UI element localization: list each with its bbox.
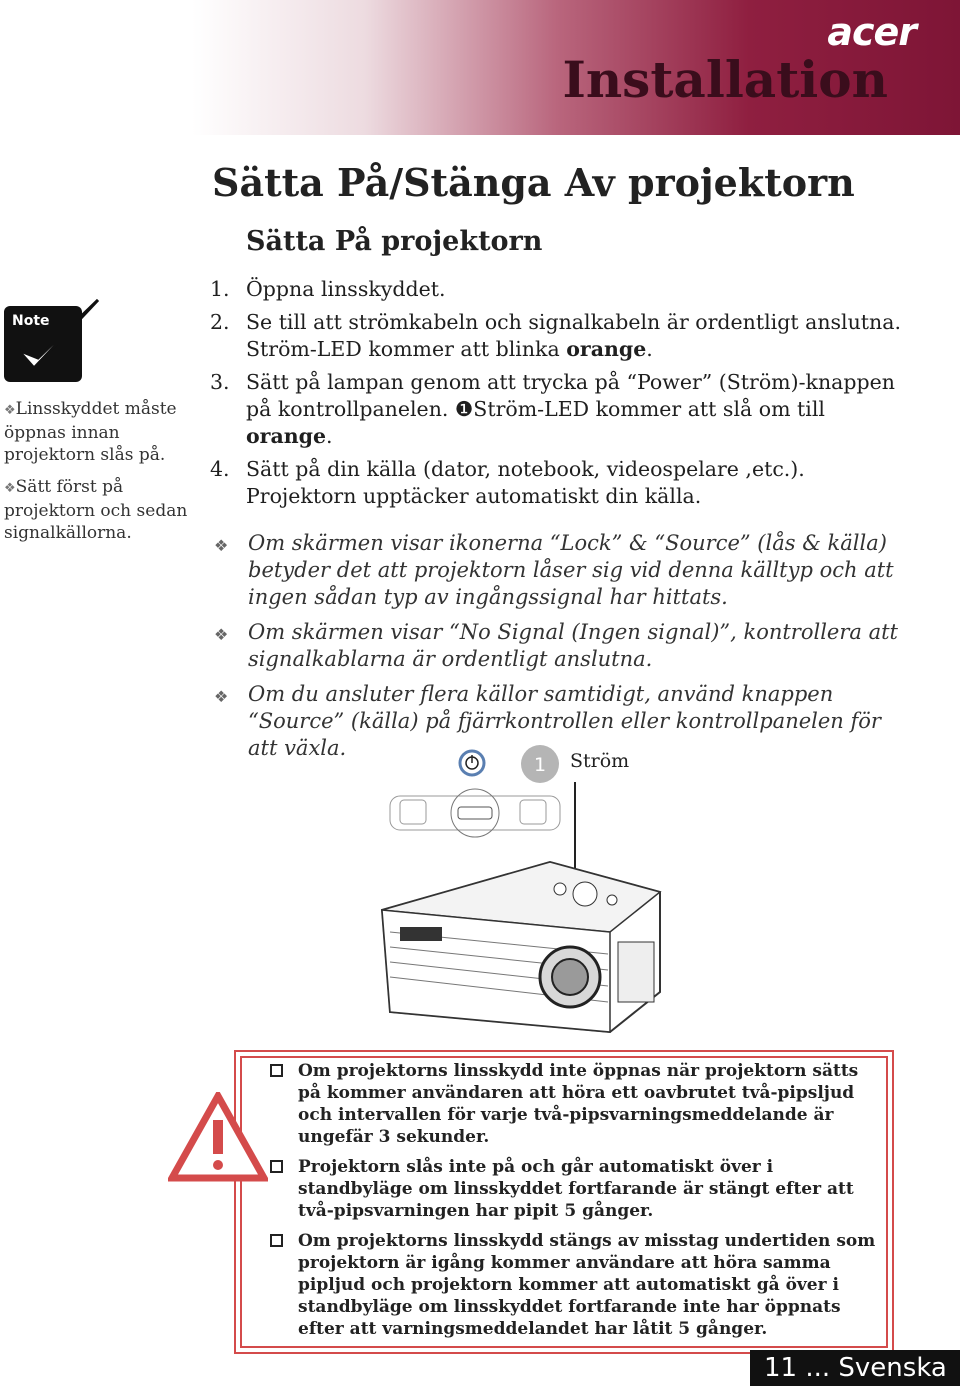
sidebar-note: ❖Sätt först på projektorn och sedan signalkällorna. (4, 477, 188, 543)
tip-item: ❖ Om skärmen visar “No Signal (Ingen signal)”, kontrollera att signalkablarna är ordentligt anslutna. (214, 620, 898, 671)
acer-logo: acer (827, 10, 916, 54)
checkbox-bullet-icon (270, 1234, 283, 1247)
callout-number: 1 (533, 754, 547, 776)
checkbox-bullet-icon (270, 1160, 283, 1173)
page-footer (750, 1350, 960, 1386)
warning-item: Projektorn slås inte på och går automatiskt över i standbyläge om linsskyddet fortfarande är stängt efter att två-pipsvarningen har pipit 5 gånger. (270, 1156, 880, 1222)
warning-triangle-icon (168, 1092, 268, 1182)
warning-item: Om projektorns linsskydd inte öppnas när projektorn sätts på kommer användaren att höra ett oavbrutet två-pipsljud och intervallen för varje två-pipsvarningsmeddelande är ungefär 3 sekunder. (270, 1060, 880, 1148)
note-sidebar (4, 298, 196, 554)
tip-item: ❖ Om du ansluter flera källor samtidigt, använd knappen “Source” (källa) på fjärrkontrollen eller kontrollpanelen för att växla. (214, 682, 881, 760)
warning-item: Om projektorns linsskydd stängs av misstag undertiden som projektorn är igång kommer användare att höra samma pipljud och projektorn kommer att automatiskt gå över i standbyläge om linsskyddet fortfarande inte har öppnats efter att varningsmeddelandet har låtit 5 gånger. (270, 1230, 880, 1340)
diamond-bullet-icon: ❖ (214, 687, 229, 706)
step-item: 3. Sätt på lampan genom att trycka på “Power” (Ström)-knappen på kontrollpanelen. ❶Ström-LED kommer att slå om till orange. (210, 370, 895, 448)
sidebar-note: ❖Linsskyddet måste öppnas innan projektorn slås på. (4, 399, 177, 465)
step-item: 2. Se till att strömkabeln och signalkabeln är ordentligt anslutna. Ström-LED kommer att blinka orange. (210, 310, 901, 361)
warning-list (270, 1060, 880, 1348)
step-item: 4. Sätt på din källa (dator, notebook, videospelare ,etc.). Projektorn upptäcker automatiskt din källa. (210, 457, 805, 508)
tip-item: ❖ Om skärmen visar ikonerna “Lock” & “Source” (lås & källa) betyder det att projektorn låser sig vid denna källtyp och att ingen sådan typ av ingångssignal har hittats. (214, 531, 894, 609)
note-check-icon (4, 298, 102, 384)
diamond-bullet-icon: ❖ (214, 625, 229, 644)
callout-label: Ström (570, 750, 630, 772)
page-subtitle: Sätta På projektorn (246, 226, 543, 257)
page-title: Sätta På/Stänga Av projektorn (212, 160, 855, 205)
step-item: 1. Öppna linsskyddet. (210, 277, 446, 301)
diamond-bullet-icon: ❖ (214, 536, 229, 555)
orange-emphasis: orange (566, 337, 647, 361)
note-label: Note (12, 313, 50, 329)
steps-list (210, 276, 910, 516)
orange-emphasis: orange (246, 424, 327, 448)
header-banner (0, 0, 960, 135)
section-title: Installation (562, 50, 888, 109)
projector-figure (360, 742, 680, 1042)
checkbox-bullet-icon (270, 1064, 283, 1077)
footer-language: ... Svenska (805, 1353, 947, 1383)
page-number: 11 (764, 1353, 798, 1383)
projector-illustration (360, 742, 680, 1042)
tips-list (214, 530, 914, 770)
